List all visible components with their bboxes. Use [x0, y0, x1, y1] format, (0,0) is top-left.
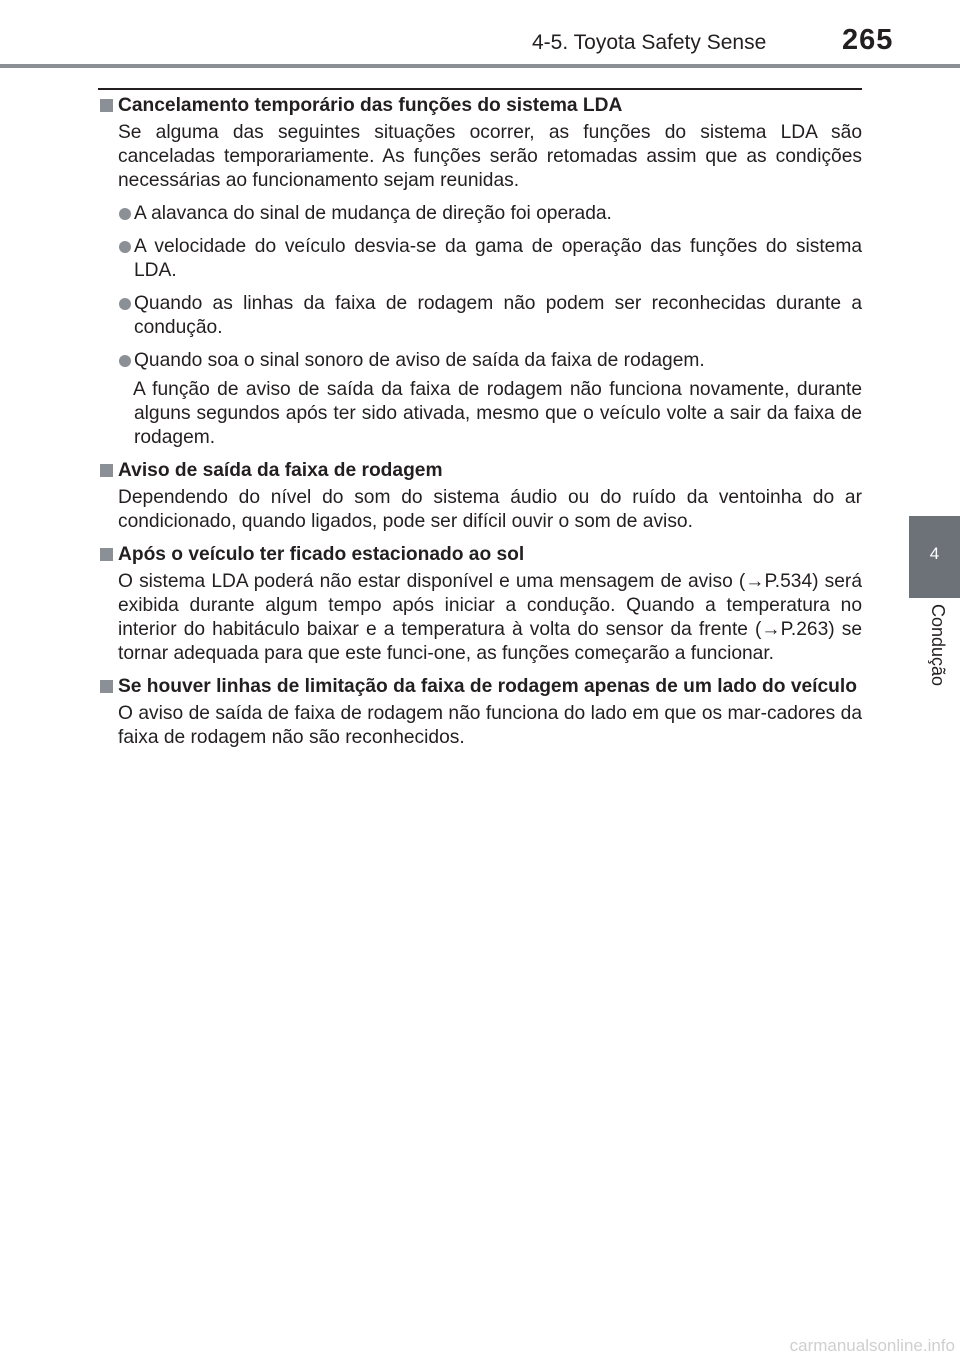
- list-item: [98, 202, 862, 226]
- round-bullet-icon: [119, 241, 131, 253]
- list-item-text: Quando soa o sinal sonoro de aviso de saída da faixa de rodagem.: [134, 350, 705, 371]
- square-bullet-icon: [100, 464, 113, 477]
- heading-text: Cancelamento temporário das funções do sistema LDA: [118, 95, 623, 116]
- list-item-text: A velocidade do veículo desvia-se da gama de operação das funções do sistema LDA.: [134, 236, 862, 281]
- list-item-text: Quando as linhas da faixa de rodagem não podem ser reconhecidas durante a condução.: [134, 293, 862, 338]
- heading-text: Após o veículo ter ficado estacionado ao sol: [118, 544, 525, 565]
- section-aviso-saida: [98, 459, 862, 534]
- section-estacionado-sol: [98, 543, 862, 666]
- section-cancelamento: [98, 94, 862, 450]
- section-heading: [98, 459, 862, 483]
- chapter-label: Condução: [928, 604, 948, 687]
- section-paragraph: Se alguma das seguintes situações ocorrer, as funções do sistema LDA são canceladas temporariamente. As funções serão retomadas assim que as condições necessárias ao funcionamento sejam reunidas.: [118, 122, 862, 191]
- section-paragraph: O aviso de saída de faixa de rodagem não funciona do lado em que os mar-cadores da faixa de rodagem não são reconhecidos.: [118, 703, 862, 748]
- watermark: carmanualsonline.info: [789, 1336, 955, 1355]
- square-bullet-icon: [100, 99, 113, 112]
- round-bullet-icon: [119, 298, 131, 310]
- content-rule: [98, 88, 862, 90]
- chapter-number: 4: [929, 544, 940, 563]
- list-item: [98, 349, 862, 373]
- heading-text: Se houver linhas de limitação da faixa de rodagem apenas de um lado do veículo: [118, 676, 857, 697]
- section-heading: [98, 94, 862, 118]
- list-item-text: A alavanca do sinal de mudança de direção foi operada.: [134, 203, 612, 224]
- section-um-lado: [98, 675, 862, 750]
- list-item: [98, 292, 862, 340]
- square-bullet-icon: [100, 548, 113, 561]
- list-item: [98, 235, 862, 283]
- round-bullet-icon: [119, 208, 131, 220]
- page-number: 265: [842, 24, 894, 56]
- section-note: A função de aviso de saída da faixa de rodagem não funciona novamente, durante alguns segundos após ter sido ativada, mesmo que o veículo volte a sair da faixa de rodagem.: [133, 379, 862, 448]
- heading-text: Aviso de saída da faixa de rodagem: [118, 460, 443, 481]
- section-paragraph: O sistema LDA poderá não estar disponível e uma mensagem de aviso (→P.534) será exibida durante algum tempo após iniciar a condução. Quando a temperatura no interior do habitáculo baixar e a temperatura à volta do sensor da frente (→P.263) se tornar adequada para que este funci-one, as funções começarão a funcionar.: [118, 571, 862, 664]
- header-rule: [0, 64, 960, 68]
- round-bullet-icon: [119, 355, 131, 367]
- chapter-tab[interactable]: [909, 516, 960, 598]
- section-paragraph: Dependendo do nível do som do sistema áudio ou do ruído da ventoinha do ar condicionado, quando ligados, pode ser difícil ouvir o som de aviso.: [118, 487, 862, 532]
- section-heading: [98, 543, 862, 567]
- section-heading: [98, 675, 862, 699]
- square-bullet-icon: [100, 680, 113, 693]
- main-content: [98, 94, 862, 759]
- section-title: 4-5. Toyota Safety Sense: [532, 31, 767, 54]
